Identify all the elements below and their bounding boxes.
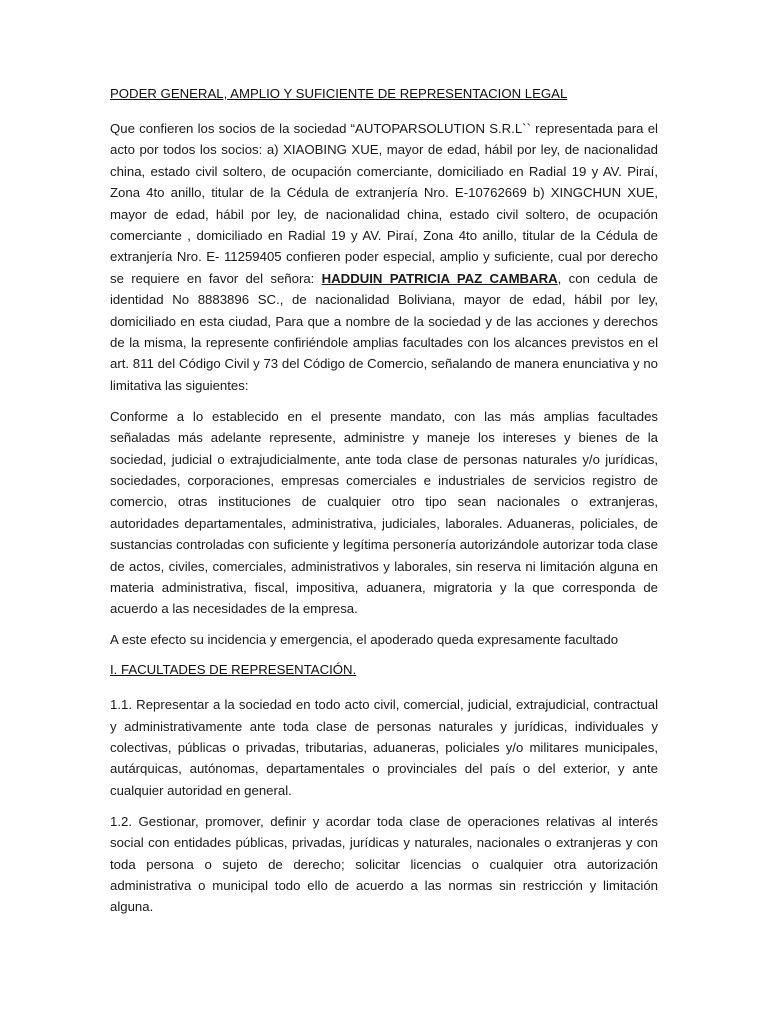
document-title: PODER GENERAL, AMPLIO Y SUFICIENTE DE REPRESENTACION LEGAL [110, 86, 568, 101]
paragraph-mandate: Conforme a lo establecido en el presente mandato, con las más amplias facultades señaladas más adelante represente, administre y maneje los intereses y bienes de la sociedad, judicial o extrajudicialmente, ante toda clase de personas naturales y/o jurídicas, sociedades, corporaciones, empresas comerciales e industriales de servicios registro de comercio, otras instituciones de cualquier otro tipo sean nacionales o extranjeras, autoridades departamentales, administrativa, judiciales, laborales. Aduaneras, policiales, de sustancias controladas con suficiente y legítima personería autorizándole autorizar toda clase de actos, civiles, comerciales, administrativos y laborales, sin reserva ni limitación alguna en materia administrativa, fiscal, impositiva, aduanera, migratoria y la que corresponda de acuerdo a las necesidades de la empresa. [110, 408, 658, 617]
attorney-name: HADDUIN PATRICIA PAZ CAMBARA [321, 270, 558, 286]
paragraph-authorization: A este efecto su incidencia y emergencia, el apoderado queda expresamente facultado [110, 632, 619, 648]
clause-1-1: 1.1. Representar a la sociedad en todo acto civil, comercial, judicial, extrajudicial, contractual y administrativamente ante toda clase de personas naturales y jurídicas, individuales y colectivas, públicas o privadas, tributarias, aduaneras, policiales y/o militares municipales, autárquicas, autónomas, departamentales o provinciales del país o del exterior, y ante cualquier autoridad en general. [110, 697, 658, 798]
clause-1-2: 1.2. Gestionar, promover, definir y acordar toda clase de operaciones relativas al interés social con entidades públicas, privadas, jurídicas y naturales, nacionales o extranjeras y con toda persona o sujeto de derecho; solicitar licencias o cualquier otra autorización administrativa o municipal todo ello de acuerdo a las normas sin restricción y limitación alguna. [110, 813, 658, 915]
document-body [110, 84, 658, 927]
paragraph-grantors [110, 118, 658, 396]
paragraph-grantors-text-b: , con cedula de identidad No 8883896 SC., de nacionalidad Boliviana, mayor de edad, hábil por ley, domiciliado en esta ciudad, Para que a nombre de la sociedad y de las acciones y derechos de la misma, la represente confiriéndole amplias facultades con los alcances previstos en el art. 811 del Código Civil y 73 del Código de Comercio, señalando de manera enunciativa y no limitativa las siguientes: [110, 270, 658, 393]
section-heading-representation: I. FACULTADES DE REPRESENTACIÓN. [110, 662, 357, 678]
paragraph-grantors-text-a: Que confieren los socios de la sociedad “AUTOPARSOLUTION S.R.L`` representada para el acto por todos los socios: a) XIAOBING XUE, mayor de edad, hábil por ley, de nacionalidad china, estado civil soltero, de ocupación comerciante, domiciliado en Radial 19 y AV. Piraí, Zona 4to anillo, titular de la Cédula de extranjería Nro. E-10762669 b) XINGCHUN XUE, mayor de edad, hábil por ley, de nacionalidad china, estado civil soltero, de ocupación comerciante , domiciliado en Radial 19 y AV. Piraí, Zona 4to anillo, titular de la Cédula de extranjería Nro. E- 11259405 confieren poder especial, amplio y suficiente, cual por derecho se requiere en favor del señora: [110, 121, 658, 286]
